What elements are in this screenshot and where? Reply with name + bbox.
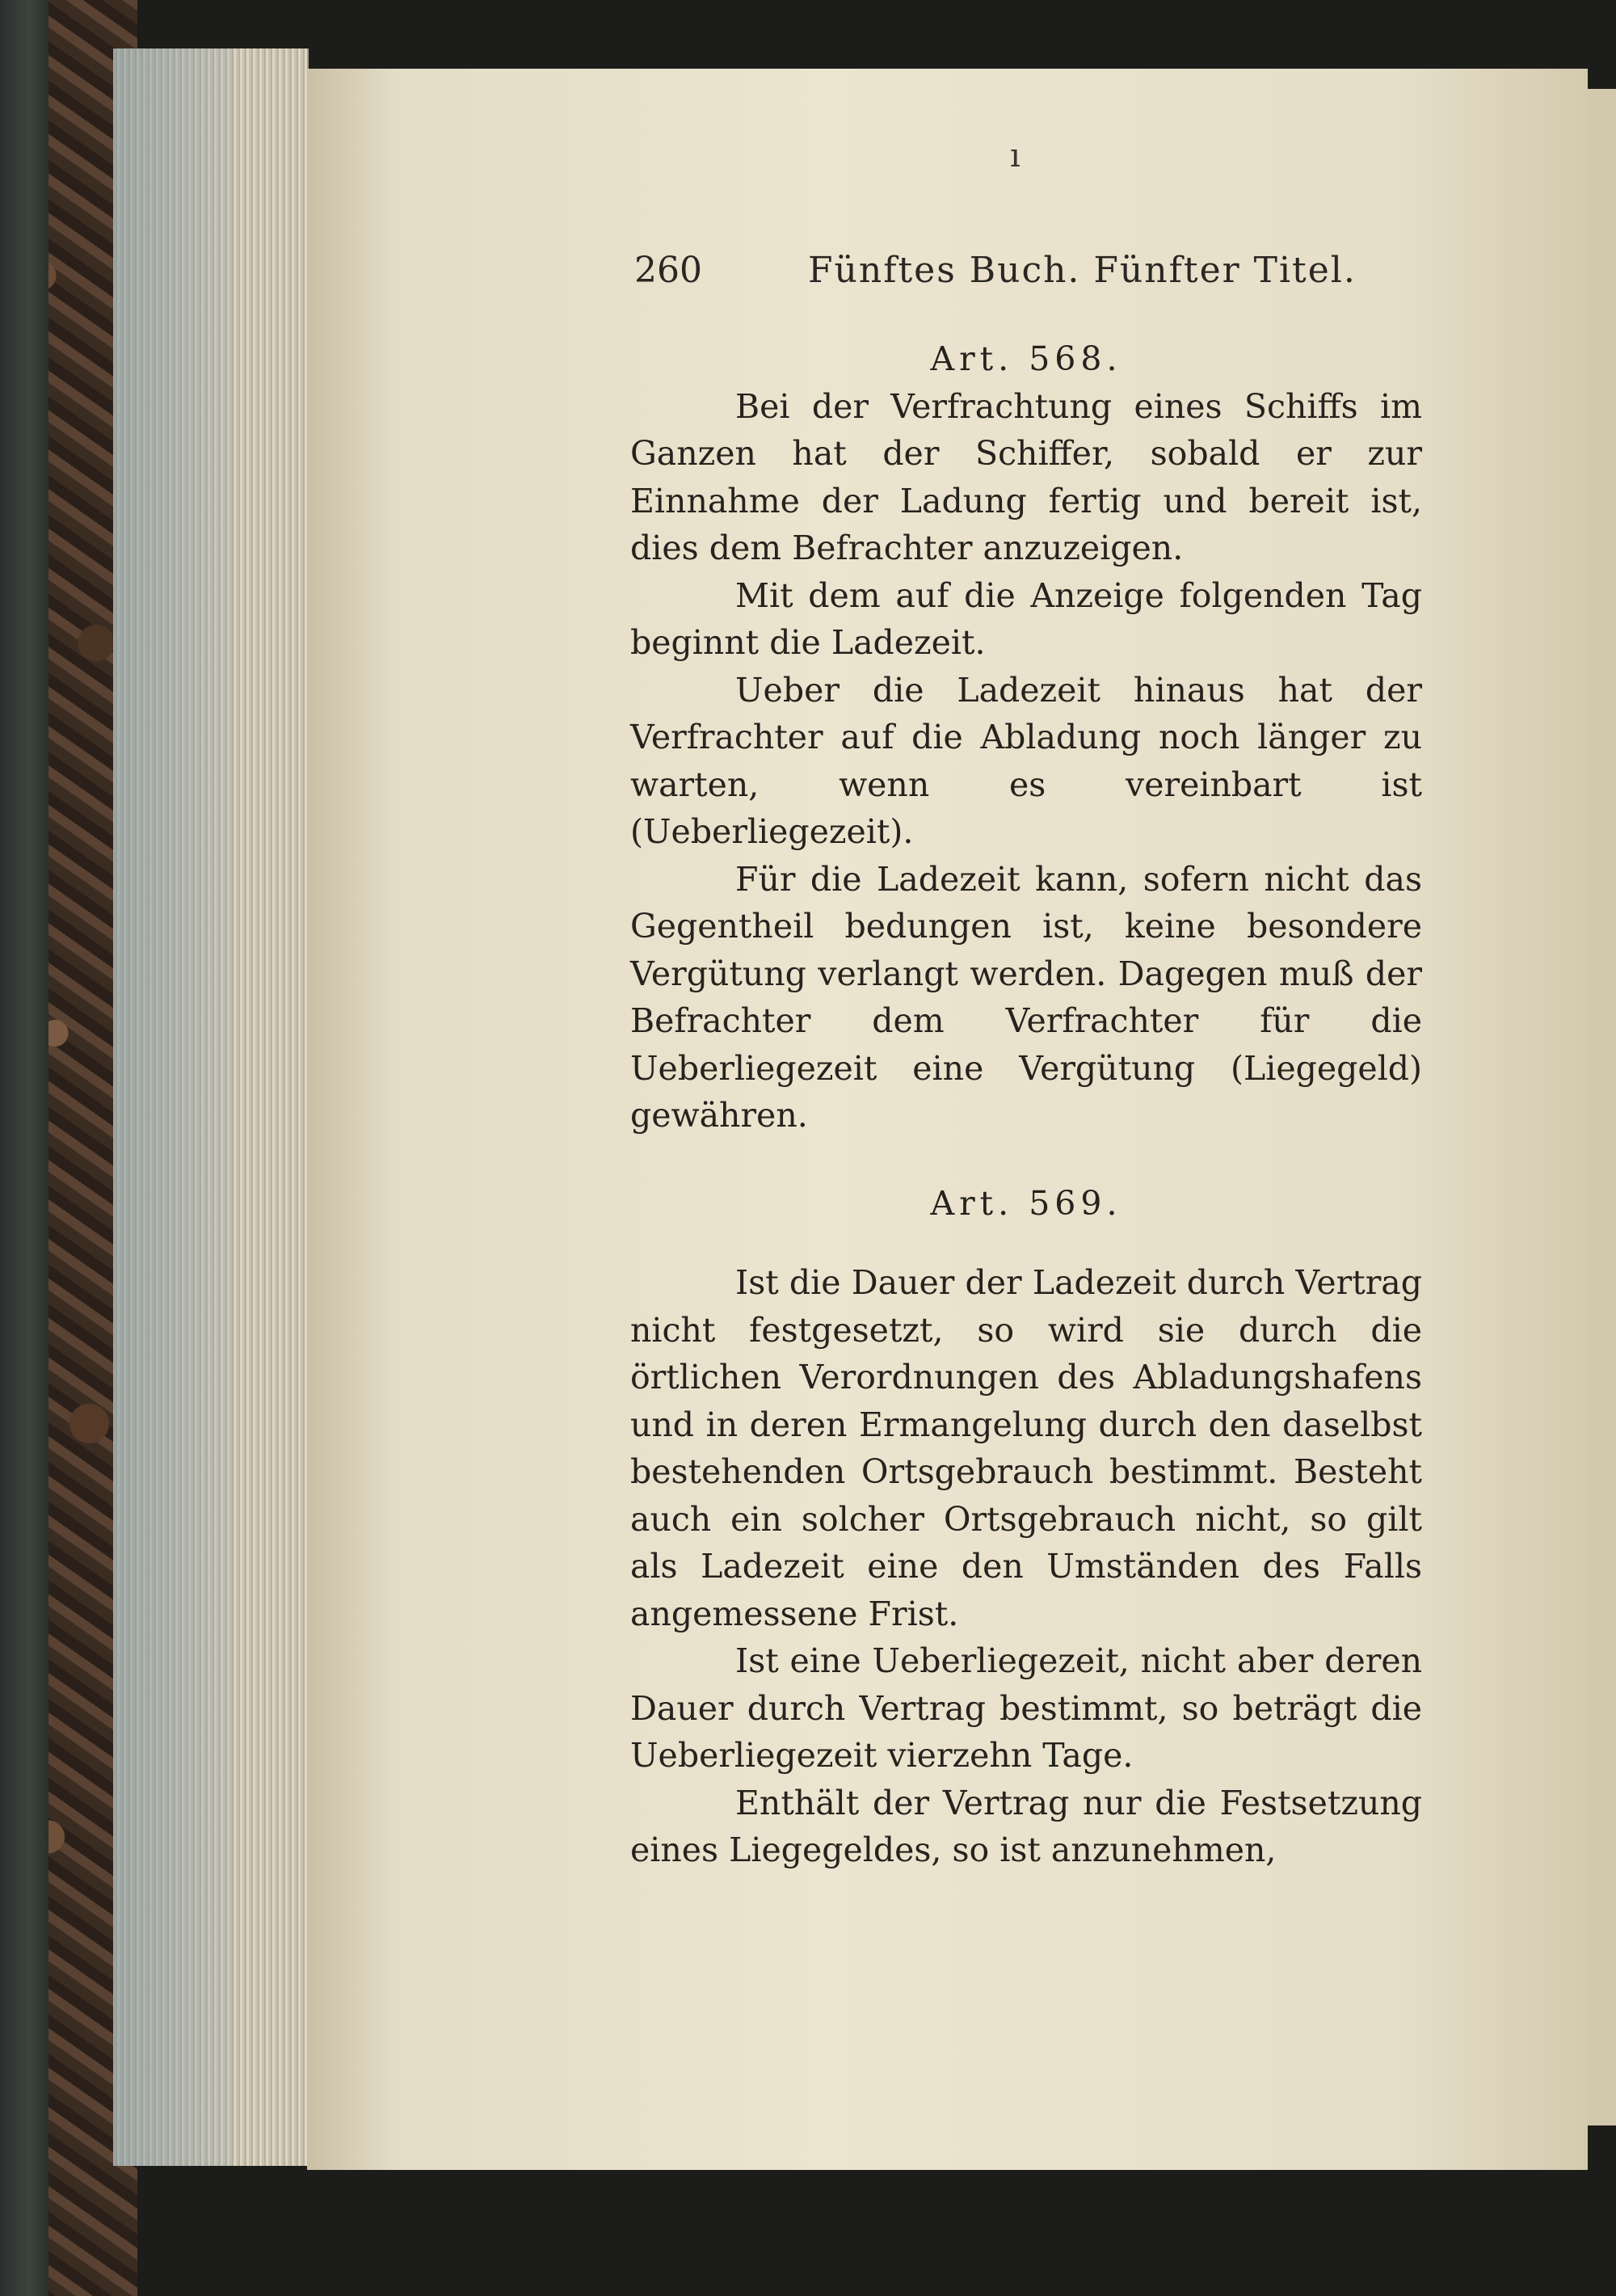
- article-heading: Art. 568.: [930, 339, 1122, 378]
- page-header: [634, 242, 1426, 299]
- running-title: Fünftes Buch. Fünfter Titel.: [808, 250, 1357, 291]
- paragraph: Bei der Verfrachtung eines Schiffs im Ganzen hat der Schiffer, sobald er zur Einnahme der Ladung fertig und bereit ist, dies dem Befrachter anzuzeigen.: [630, 386, 1422, 567]
- book-spine: [0, 0, 48, 2296]
- page-edges: [113, 48, 309, 2166]
- stray-pencil-mark: ı: [1010, 137, 1021, 175]
- paragraph: Ist die Dauer der Ladezeit durch Vertrag nicht festgesetzt, so wird sie durch die örtlichen Verordnungen des Abladungshafens und in deren Ermangelung durch den daselbst bestehenden Ortsgebrauch bestimmt. Besteht auch ein solcher Ortsgebrauch nicht, so gilt als Ladezeit eine den Umständen des Falls angemessene Frist.: [630, 1263, 1422, 1633]
- paragraph: Ueber die Ladezeit hinaus hat der Verfrachter auf die Abladung noch länger zu warten, wenn es vereinbart ist (Ueberliegezeit).: [630, 670, 1422, 851]
- facing-page-edge: [1584, 89, 1616, 2125]
- page-body: [630, 335, 1422, 1874]
- page-number: 260: [634, 250, 702, 291]
- paragraph: Enthält der Vertrag nur die Festsetzung eines Liegegeldes, so ist anzunehmen,: [630, 1783, 1422, 1869]
- paragraph: Mit dem auf die Anzeige folgenden Tag beginnt die Ladezeit.: [630, 575, 1422, 662]
- article-heading: Art. 569.: [930, 1183, 1122, 1223]
- paragraph: Für die Ladezeit kann, sofern nicht das Gegentheil bedungen ist, keine besondere Vergütung verlangt werden. Dagegen muß der Befrachter dem Verfrachter für die Ueberliegezeit eine Vergütung (Liegegeld) gewähren.: [630, 859, 1422, 1135]
- paragraph: Ist eine Ueberliegezeit, nicht aber deren Dauer durch Vertrag bestimmt, so beträgt die Ueberliegezeit vierzehn Tage.: [630, 1641, 1422, 1775]
